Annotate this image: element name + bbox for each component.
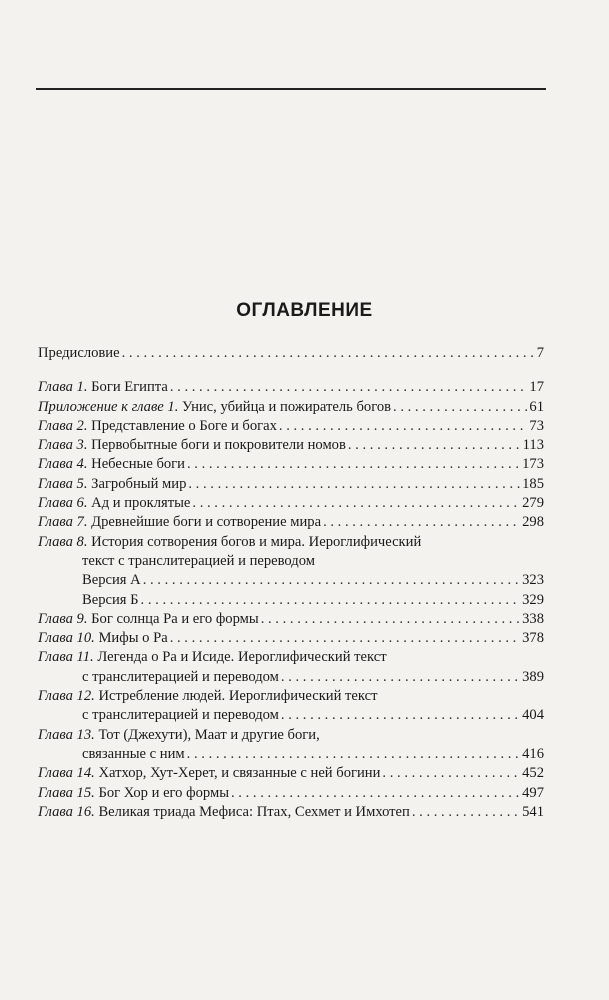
- entry-label: Бог Хор и его формы: [98, 784, 229, 801]
- entry-prefix: Глава 14.: [38, 765, 95, 782]
- toc-entry-chapter-7[interactable]: [38, 513, 544, 532]
- entry-label: Легенда о Ра и Исиде. Иероглифический текст: [97, 649, 387, 666]
- toc-entry-chapter-13[interactable]: [38, 726, 544, 745]
- page-number: 73: [529, 417, 544, 434]
- page-number: 61: [529, 398, 544, 415]
- entry-prefix: Глава 1.: [38, 379, 88, 396]
- toc-entry-chapter-6[interactable]: [38, 494, 544, 513]
- page-number: 404: [522, 707, 544, 724]
- toc-entry-appendix-1[interactable]: [38, 398, 544, 417]
- entry-prefix: Глава 2.: [38, 417, 88, 434]
- toc-entry-chapter-5[interactable]: [38, 475, 544, 494]
- dot-leader: [382, 764, 520, 783]
- entry-label: Представление о Боге и богах: [91, 417, 277, 434]
- dot-leader: [261, 610, 520, 629]
- page-number: 338: [522, 610, 544, 627]
- page-number: 323: [522, 572, 544, 589]
- toc-entry-chapter-4[interactable]: [38, 455, 544, 474]
- entry-continuation[interactable]: [38, 745, 544, 764]
- toc-entry-chapter-10[interactable]: [38, 629, 544, 648]
- toc-entry-chapter-14[interactable]: [38, 764, 544, 783]
- dot-leader: [188, 475, 520, 494]
- dot-leader: [348, 436, 521, 455]
- page-title: ОГЛАВЛЕНИЕ: [236, 300, 373, 321]
- entry-label: Версия Б: [82, 591, 139, 608]
- toc-entry-chapter-1[interactable]: [38, 378, 544, 397]
- table-of-contents: [38, 344, 544, 822]
- entry-label: с транслитерацией и переводом: [82, 707, 279, 724]
- toc-entry-version-a[interactable]: [38, 571, 544, 590]
- page-number: 7: [536, 345, 544, 361]
- toc-entry-chapter-15[interactable]: [38, 784, 544, 803]
- entry-prefix: Глава 7.: [38, 514, 88, 531]
- entry-label: Версия А: [82, 572, 141, 589]
- page-number: 298: [522, 514, 544, 531]
- entry-prefix: Глава 16.: [38, 803, 95, 820]
- entry-label: Предисловие: [38, 345, 120, 361]
- entry-label: Бог солнца Ра и его формы: [91, 610, 259, 627]
- page-number: 378: [522, 630, 544, 647]
- entry-prefix: Приложение к главе 1.: [38, 398, 179, 415]
- spacer: [38, 363, 544, 378]
- toc-entry-chapter-3[interactable]: [38, 436, 544, 455]
- entry-prefix: Глава 3.: [38, 437, 88, 454]
- entry-continuation[interactable]: [38, 706, 544, 725]
- dot-leader: [187, 745, 520, 764]
- page-number: 17: [529, 379, 544, 396]
- entry-prefix: Глава 11.: [38, 649, 94, 666]
- entry-prefix: Глава 13.: [38, 726, 95, 743]
- entry-prefix: Глава 12.: [38, 688, 95, 705]
- page-number: 416: [522, 745, 544, 762]
- entry-label: Хатхор, Хут-Херет, и связанные с ней богини: [98, 765, 381, 782]
- entry-label: с транслитерацией и переводом: [82, 668, 279, 685]
- page-number: 279: [522, 495, 544, 512]
- entry-label: Великая триада Мефиса: Птах, Сехмет и Имхотеп: [98, 803, 410, 820]
- entry-label: История сотворения богов и мира. Иероглифический: [91, 533, 422, 550]
- entry-label: Небесные боги: [91, 456, 185, 473]
- entry-label: Истребление людей. Иероглифический текст: [98, 688, 378, 705]
- page-number: 497: [522, 784, 544, 801]
- dot-leader: [393, 398, 527, 417]
- toc-entry-chapter-8[interactable]: [38, 533, 544, 552]
- entry-label: Ад и проклятые: [91, 495, 191, 512]
- dot-leader: [279, 417, 528, 436]
- entry-prefix: Глава 5.: [38, 475, 88, 492]
- dot-leader: [192, 494, 520, 513]
- toc-entry-chapter-16[interactable]: [38, 803, 544, 822]
- page-number: 389: [522, 668, 544, 685]
- dot-leader: [170, 629, 520, 648]
- entry-label: Загробный мир: [91, 475, 187, 492]
- entry-continuation: текст с транслитерацией и переводом: [82, 552, 315, 569]
- toc-entry-chapter-9[interactable]: [38, 610, 544, 629]
- entry-prefix: Глава 4.: [38, 456, 88, 473]
- entry-label: Унис, убийца и пожиратель богов: [182, 398, 392, 415]
- dot-leader: [141, 591, 521, 610]
- toc-entry-chapter-12[interactable]: [38, 687, 544, 706]
- entry-prefix: Глава 6.: [38, 495, 88, 512]
- page-number: 541: [522, 803, 544, 820]
- dot-leader: [281, 706, 520, 725]
- page-number: 452: [522, 765, 544, 782]
- dot-leader: [412, 803, 520, 822]
- entry-prefix: Глава 10.: [38, 630, 95, 647]
- toc-entry-preface[interactable]: [38, 344, 544, 363]
- entry-prefix: Глава 9.: [38, 610, 88, 627]
- page-number: 185: [522, 475, 544, 492]
- entry-prefix: Глава 8.: [38, 533, 88, 550]
- dot-leader: [281, 668, 520, 687]
- dot-leader: [187, 455, 520, 474]
- dot-leader: [143, 571, 520, 590]
- page-number: 329: [522, 591, 544, 608]
- entry-label: связанные с ним: [82, 745, 185, 762]
- toc-entry-chapter-2[interactable]: [38, 417, 544, 436]
- entry-label: Боги Египта: [91, 379, 168, 396]
- entry-label: Мифы о Ра: [98, 630, 168, 647]
- page-number: 173: [522, 456, 544, 473]
- entry-label: Первобытные боги и покровители номов: [91, 437, 346, 454]
- dot-leader: [122, 344, 535, 363]
- toc-entry-version-b[interactable]: [38, 591, 544, 610]
- entry-prefix: Глава 15.: [38, 784, 95, 801]
- entry-label: Древнейшие боги и сотворение мира: [91, 514, 322, 531]
- dot-leader: [323, 513, 520, 532]
- top-rule: [36, 88, 546, 90]
- dot-leader: [170, 378, 528, 397]
- toc-entry-chapter-11[interactable]: [38, 648, 544, 667]
- entry-label: Тот (Джехути), Маат и другие боги,: [98, 726, 320, 743]
- dot-leader: [231, 784, 520, 803]
- page-number: 113: [522, 437, 544, 454]
- entry-continuation[interactable]: [38, 668, 544, 687]
